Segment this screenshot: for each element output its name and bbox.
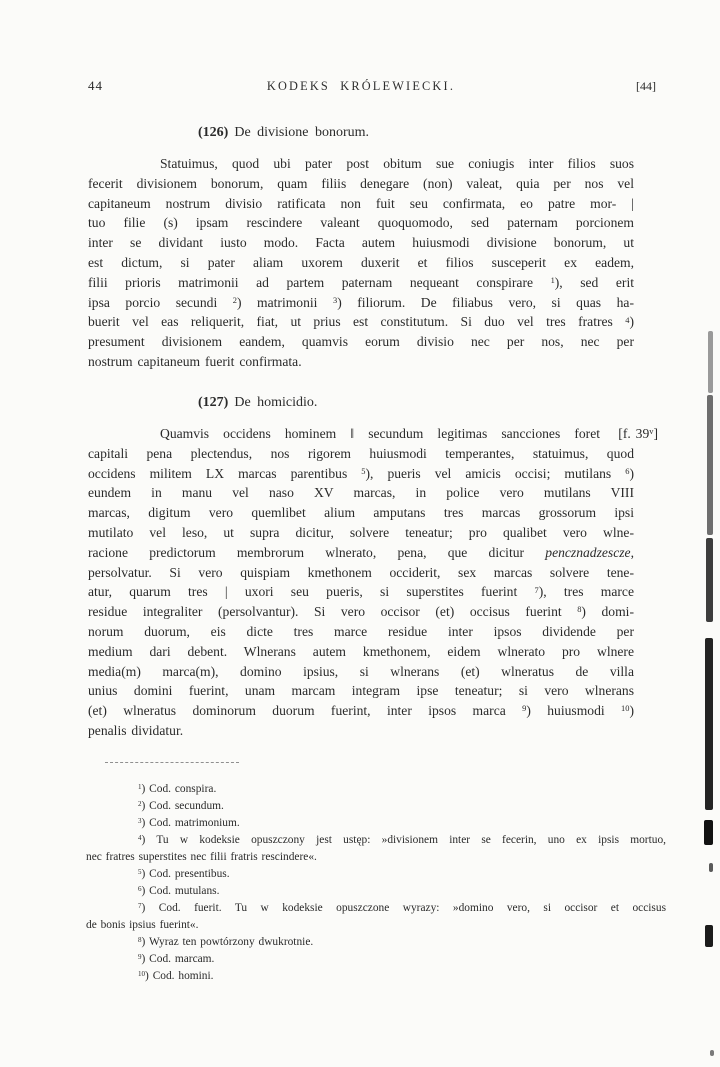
scan-artifact — [708, 331, 713, 393]
page-header — [88, 78, 656, 96]
scan-artifact — [704, 820, 713, 845]
folio-marker: [f. 39$^v$] — [618, 426, 658, 441]
footnote-line: $^4$) Tu w kodeksie opuszczony jest ustęp: »divisionem inter se fecerin, uno ex ipsis mortuo, — [138, 833, 666, 846]
footnote-line: $^6$) Cod. mutulans. — [138, 884, 220, 897]
text-line: ipsa porcio secundi $^2$) matrimonii $^3$) filiorum. De filiabus vero, si quas ha- — [88, 294, 634, 310]
text-line: eundem in manu vel naso XV marcas, in police vero mutilans VIII — [88, 485, 634, 501]
text-line: residue integraliter (persolvantur). Si vero occisor (et) occisus fuerint $^8$) domi- — [88, 604, 634, 620]
text-line: mutilato vel leso, ut supra dicitur, solvere teneatur; pro qualibet vero wlne- — [88, 524, 634, 540]
footnote-separator — [105, 762, 239, 763]
page-number-left: 44 — [88, 78, 103, 93]
text-line: tuo filie (s) ipsam rescindere valeant quoquomodo, sed paternam porcionem — [88, 215, 634, 231]
text-line: presument divisionem eandem, quamvis eorum divisio nec per nos, nec per — [88, 334, 634, 350]
text-line: occidens militem LX marcas parentibus $^5$), pueris vel amicis occisi; mutilans $^6$) — [88, 465, 634, 481]
footnote-line: $^7$) Cod. fuerit. Tu w kodeksie opuszczone wyrazy: »domino vero, si occisor et occisus — [138, 901, 666, 914]
text-line: fecerit divisionem bonorum, quam filiis denegare (non) valeat, quia per nos vel — [88, 175, 634, 191]
section-heading-127 — [88, 395, 634, 411]
text-line: nostrum capitaneum fuerit confirmata. — [88, 353, 302, 369]
text-line — [88, 424, 658, 444]
text-line: norum duorum, eis dicte tres marce residue inter ipsos dividende per — [88, 623, 634, 639]
footnote-line: $^1$) Cod. conspira. — [138, 782, 217, 795]
text-line: medium dari debent. Wlnerans autem kmethonem, eidem wlnerato pro wlnere — [88, 643, 634, 659]
section-title: De homicidio. — [234, 395, 318, 410]
scan-artifact — [705, 925, 713, 947]
text-line: racione predictorum membrorum wlnerato, pena, que dicitur pencznadzescze, — [88, 544, 634, 560]
scan-artifact — [706, 538, 713, 622]
scan-artifact — [709, 863, 713, 872]
scan-artifact — [707, 395, 713, 535]
text-line: Statuimus, quod ubi pater post obitum sue coniugis inter filios suos — [160, 156, 634, 171]
text-line: marcas, digitum vero quemlibet alium amputans tres marcas grossorum ipsi — [88, 505, 634, 521]
text-line: persolvatur. Si vero quispiam kmethonem occiderit, sex marcas solvere tene- — [88, 564, 634, 580]
section-number: (127) — [198, 395, 229, 410]
text-line: capitaneum nostrum divisio ratificata non fuit seu confirmata, eo patre mor- | — [88, 195, 634, 211]
scan-artifact — [705, 638, 713, 810]
text-line: unius domini fuerint, unam marcam integram ipse teneatur; si vero wlnerans — [88, 683, 634, 699]
paragraph-126 — [88, 154, 634, 372]
footnotes-block — [86, 781, 666, 985]
section-title: De divisione bonorum. — [234, 125, 370, 140]
section-heading-126 — [88, 125, 634, 141]
footnote-line: $^2$) Cod. secundum. — [138, 799, 224, 812]
footnote-line: nec fratres superstites nec filii fratris rescindere«. — [86, 851, 317, 863]
running-title: KODEKS KRÓLEWIECKI. — [266, 79, 456, 93]
text-line: penalis dividatur. — [88, 722, 184, 738]
paragraph-127 — [88, 424, 658, 741]
text-line: buerit vel eas reliquerit, fiat, ut prius est constitutum. Si duo vel tres fratres $^4$) — [88, 314, 634, 330]
footnote-line: $^5$) Cod. presentibus. — [138, 867, 230, 880]
section-number: (126) — [198, 125, 229, 140]
footnote-line: $^3$) Cod. matrimonium. — [138, 816, 240, 829]
text-line: atur, quarum tres | uxori seu pueris, si superstites fuerint $^7$), tres marce — [88, 584, 634, 600]
footnote-line: $^{10}$) Cod. homini. — [138, 969, 214, 982]
page-number-right: [44] — [636, 79, 656, 93]
footnote-line: $^8$) Wyraz ten powtórzony dwukrotnie. — [138, 935, 314, 948]
paragraph-text: Quamvis occidens hominem ‖ secundum legitimas sancciones foret — [160, 426, 600, 441]
text-line: (et) wlneratus dominorum duorum fuerint, inter ipsos marca $^9$) huiusmodi $^{10}$) — [88, 703, 634, 719]
text-line: inter se dividant iusto modo. Facta autem huiusmodi divisione bonorum, ut — [88, 235, 634, 251]
text-line: filii prioris matrimonii ad partem paternam nequeant conspirare $^1$), sed erit — [88, 274, 634, 290]
scan-artifact — [710, 1050, 714, 1056]
text-line: media(m) marca(m), domino ipsius, si wlnerans (et) wlneratus de villa — [88, 663, 634, 679]
paragraph-lines — [88, 444, 634, 741]
footnote-line: $^9$) Cod. marcam. — [138, 952, 215, 965]
footnote-line: de bonis ipsius fuerint«. — [86, 919, 199, 931]
text-line: est dictum, si pater aliam uxorem duxerit et filios susceperit ex eadem, — [88, 254, 634, 270]
text-line: capitali pena plectendus, nos rigorem huiusmodi temperantes, statuimus, quod — [88, 445, 634, 461]
